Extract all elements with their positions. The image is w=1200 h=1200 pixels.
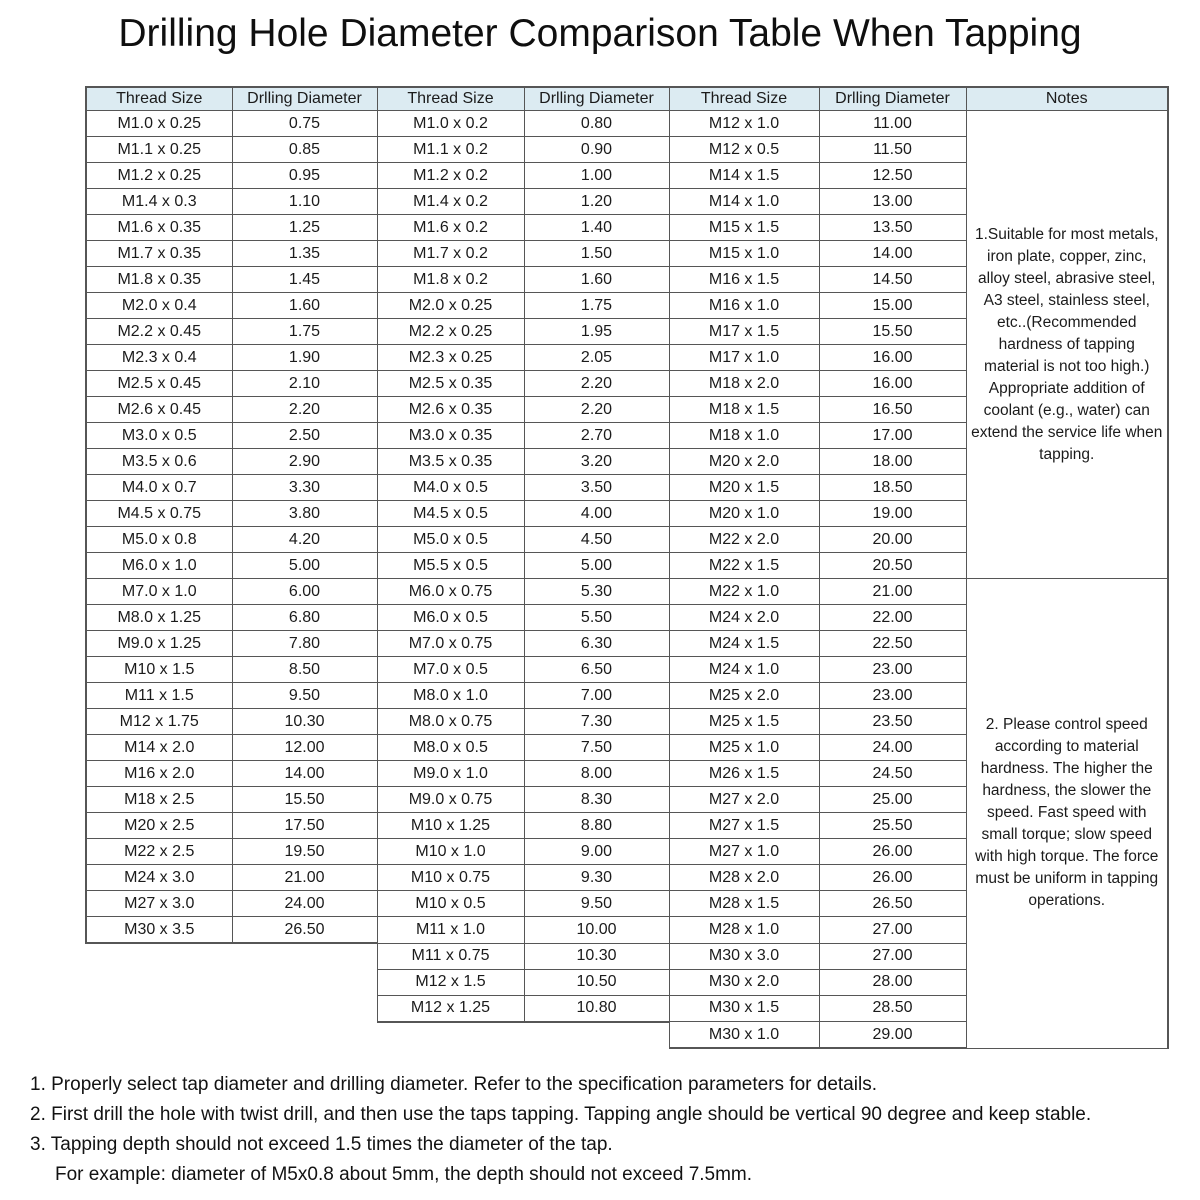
thread-size-cell: M2.3 x 0.25 <box>377 345 524 371</box>
drilling-diameter-cell: 18.00 <box>819 449 966 475</box>
thread-size-cell: M7.0 x 1.0 <box>86 579 232 605</box>
drilling-diameter-cell: 14.00 <box>232 761 377 787</box>
drilling-diameter-cell: 19.50 <box>232 839 377 865</box>
drilling-diameter-cell: 1.35 <box>232 241 377 267</box>
table-row <box>86 579 1168 605</box>
footnote-line: For example: diameter of M5x0.8 about 5mm, the depth should not exceed 7.5mm. <box>55 1164 753 1185</box>
footnote-line: 2. First drill the hole with twist drill, and then use the taps tapping. Tapping angle should be vertical 90 degree and keep stable. <box>30 1104 1092 1125</box>
thread-size-cell: M16 x 1.5 <box>669 267 819 293</box>
thread-size-cell: M7.0 x 0.75 <box>377 631 524 657</box>
thread-size-cell: M4.5 x 0.75 <box>86 501 232 527</box>
drilling-diameter-cell: 17.50 <box>232 813 377 839</box>
thread-size-cell: M30 x 1.5 <box>669 995 819 1022</box>
drilling-diameter-cell: 24.50 <box>819 761 966 787</box>
drilling-diameter-cell: 15.50 <box>819 319 966 345</box>
thread-size-cell: M28 x 2.0 <box>669 865 819 891</box>
drilling-diameter-cell: 10.30 <box>232 709 377 735</box>
thread-size-cell: M1.8 x 0.35 <box>86 267 232 293</box>
thread-size-cell: M8.0 x 1.25 <box>86 605 232 631</box>
thread-size-cell: M10 x 1.25 <box>377 813 524 839</box>
thread-size-cell: M11 x 1.0 <box>377 917 524 944</box>
drilling-diameter-cell: 5.30 <box>524 579 669 605</box>
drilling-diameter-cell: 24.00 <box>819 735 966 761</box>
drilling-diameter-cell: 13.50 <box>819 215 966 241</box>
thread-size-cell: M1.6 x 0.35 <box>86 215 232 241</box>
thread-size-cell: M1.2 x 0.2 <box>377 163 524 189</box>
thread-size-cell: M27 x 2.0 <box>669 787 819 813</box>
drilling-diameter-cell: 26.50 <box>819 891 966 917</box>
drilling-diameter-cell: 10.80 <box>524 995 669 1022</box>
thread-size-cell: M10 x 0.5 <box>377 891 524 917</box>
drilling-diameter-cell: 1.10 <box>232 189 377 215</box>
thread-size-cell: M3.0 x 0.5 <box>86 423 232 449</box>
drilling-diameter-cell: 1.60 <box>232 293 377 319</box>
drilling-table <box>85 86 1169 1049</box>
thread-size-cell: M30 x 3.5 <box>86 917 232 944</box>
thread-size-cell: M18 x 1.0 <box>669 423 819 449</box>
thread-size-cell: M14 x 2.0 <box>86 735 232 761</box>
table-row <box>86 111 1168 137</box>
empty-filler-cell <box>86 969 232 995</box>
drilling-diameter-cell: 21.00 <box>819 579 966 605</box>
drilling-diameter-cell: 15.00 <box>819 293 966 319</box>
empty-filler-cell <box>524 1022 669 1049</box>
drilling-diameter-cell: 24.00 <box>232 891 377 917</box>
drilling-diameter-cell: 12.50 <box>819 163 966 189</box>
drilling-diameter-cell: 26.00 <box>819 865 966 891</box>
thread-size-cell: M10 x 1.0 <box>377 839 524 865</box>
thread-size-cell: M11 x 1.5 <box>86 683 232 709</box>
thread-size-cell: M1.2 x 0.25 <box>86 163 232 189</box>
drilling-diameter-cell: 8.50 <box>232 657 377 683</box>
thread-size-cell: M5.5 x 0.5 <box>377 553 524 579</box>
drilling-diameter-cell: 7.30 <box>524 709 669 735</box>
drilling-diameter-cell: 1.40 <box>524 215 669 241</box>
drilling-diameter-cell: 23.50 <box>819 709 966 735</box>
drilling-diameter-cell: 21.00 <box>232 865 377 891</box>
drilling-diameter-cell: 3.80 <box>232 501 377 527</box>
thread-size-cell: M4.0 x 0.7 <box>86 475 232 501</box>
thread-size-cell: M22 x 2.5 <box>86 839 232 865</box>
drilling-diameter-cell: 9.00 <box>524 839 669 865</box>
drilling-diameter-cell: 28.50 <box>819 995 966 1022</box>
thread-size-cell: M5.0 x 0.5 <box>377 527 524 553</box>
drilling-diameter-cell: 8.80 <box>524 813 669 839</box>
drilling-diameter-cell: 3.20 <box>524 449 669 475</box>
drilling-diameter-cell: 8.30 <box>524 787 669 813</box>
thread-size-cell: M12 x 1.5 <box>377 969 524 995</box>
drilling-diameter-cell: 5.00 <box>524 553 669 579</box>
thread-size-cell: M6.0 x 0.5 <box>377 605 524 631</box>
drilling-diameter-cell: 2.70 <box>524 423 669 449</box>
drilling-diameter-cell: 20.50 <box>819 553 966 579</box>
drilling-diameter-cell: 19.00 <box>819 501 966 527</box>
drilling-diameter-cell: 7.00 <box>524 683 669 709</box>
drilling-diameter-cell: 0.85 <box>232 137 377 163</box>
thread-size-cell: M2.5 x 0.35 <box>377 371 524 397</box>
notes-cell: 2. Please control speed according to material hardness. The higher the hardness, the slower the speed. Fast speed with small torque; slow speed with high torque. The force must be uniform in tapping operations. <box>966 579 1168 1049</box>
thread-size-cell: M3.0 x 0.35 <box>377 423 524 449</box>
thread-size-cell: M12 x 0.5 <box>669 137 819 163</box>
empty-filler-cell <box>232 969 377 995</box>
thread-size-cell: M25 x 1.0 <box>669 735 819 761</box>
drilling-diameter-cell: 0.75 <box>232 111 377 137</box>
drilling-diameter-cell: 7.50 <box>524 735 669 761</box>
drilling-diameter-cell: 1.25 <box>232 215 377 241</box>
thread-size-cell: M1.0 x 0.25 <box>86 111 232 137</box>
thread-size-cell: M27 x 1.5 <box>669 813 819 839</box>
column-header: Drlling Diameter <box>819 87 966 111</box>
drilling-diameter-cell: 2.05 <box>524 345 669 371</box>
thread-size-cell: M27 x 1.0 <box>669 839 819 865</box>
drilling-diameter-cell: 1.50 <box>524 241 669 267</box>
thread-size-cell: M24 x 3.0 <box>86 865 232 891</box>
thread-size-cell: M15 x 1.5 <box>669 215 819 241</box>
drilling-diameter-cell: 17.00 <box>819 423 966 449</box>
drilling-diameter-cell: 20.00 <box>819 527 966 553</box>
thread-size-cell: M8.0 x 0.5 <box>377 735 524 761</box>
footnotes-block <box>30 1070 1091 1190</box>
thread-size-cell: M26 x 1.5 <box>669 761 819 787</box>
drilling-diameter-cell: 3.30 <box>232 475 377 501</box>
drilling-diameter-cell: 15.50 <box>232 787 377 813</box>
drilling-diameter-cell: 5.50 <box>524 605 669 631</box>
drilling-diameter-cell: 26.50 <box>232 917 377 944</box>
drilling-diameter-cell: 12.00 <box>232 735 377 761</box>
thread-size-cell: M17 x 1.5 <box>669 319 819 345</box>
drilling-diameter-cell: 10.50 <box>524 969 669 995</box>
page-title: Drilling Hole Diameter Comparison Table When Tapping <box>118 12 1082 55</box>
thread-size-cell: M24 x 1.5 <box>669 631 819 657</box>
thread-size-cell: M1.1 x 0.2 <box>377 137 524 163</box>
drilling-diameter-cell: 6.30 <box>524 631 669 657</box>
thread-size-cell: M25 x 2.0 <box>669 683 819 709</box>
thread-size-cell: M18 x 1.5 <box>669 397 819 423</box>
drilling-diameter-cell: 1.20 <box>524 189 669 215</box>
thread-size-cell: M2.6 x 0.45 <box>86 397 232 423</box>
drilling-diameter-cell: 22.50 <box>819 631 966 657</box>
thread-size-cell: M1.8 x 0.2 <box>377 267 524 293</box>
thread-size-cell: M24 x 1.0 <box>669 657 819 683</box>
column-header: Drlling Diameter <box>524 87 669 111</box>
drilling-diameter-cell: 23.00 <box>819 683 966 709</box>
empty-filler-cell <box>232 1022 377 1049</box>
thread-size-cell: M2.3 x 0.4 <box>86 345 232 371</box>
table-header-row <box>86 87 1168 111</box>
drilling-diameter-cell: 1.45 <box>232 267 377 293</box>
thread-size-cell: M9.0 x 1.25 <box>86 631 232 657</box>
drilling-diameter-cell: 11.50 <box>819 137 966 163</box>
column-header: Thread Size <box>669 87 819 111</box>
drilling-diameter-cell: 22.00 <box>819 605 966 631</box>
drilling-diameter-cell: 1.95 <box>524 319 669 345</box>
thread-size-cell: M8.0 x 0.75 <box>377 709 524 735</box>
notes-cell: 1.Suitable for most metals, iron plate, copper, zinc, alloy steel, abrasive steel, A3 steel, stainless steel, etc..(Recommended hardness of tapping material is not too high.) Appropriate addition of coolant (e.g., water) can extend the service life when tapping. <box>966 111 1168 579</box>
thread-size-cell: M28 x 1.5 <box>669 891 819 917</box>
drilling-diameter-cell: 3.50 <box>524 475 669 501</box>
thread-size-cell: M24 x 2.0 <box>669 605 819 631</box>
thread-size-cell: M11 x 0.75 <box>377 943 524 969</box>
drilling-diameter-cell: 9.50 <box>524 891 669 917</box>
drilling-diameter-cell: 10.00 <box>524 917 669 944</box>
thread-size-cell: M1.6 x 0.2 <box>377 215 524 241</box>
thread-size-cell: M14 x 1.0 <box>669 189 819 215</box>
column-header: Thread Size <box>377 87 524 111</box>
drilling-diameter-cell: 5.00 <box>232 553 377 579</box>
drilling-diameter-cell: 26.00 <box>819 839 966 865</box>
thread-size-cell: M18 x 2.0 <box>669 371 819 397</box>
drilling-diameter-cell: 18.50 <box>819 475 966 501</box>
thread-size-cell: M12 x 1.0 <box>669 111 819 137</box>
thread-size-cell: M10 x 0.75 <box>377 865 524 891</box>
thread-size-cell: M22 x 2.0 <box>669 527 819 553</box>
thread-size-cell: M18 x 2.5 <box>86 787 232 813</box>
thread-size-cell: M4.0 x 0.5 <box>377 475 524 501</box>
thread-size-cell: M3.5 x 0.35 <box>377 449 524 475</box>
drilling-diameter-cell: 16.00 <box>819 371 966 397</box>
thread-size-cell: M3.5 x 0.6 <box>86 449 232 475</box>
drilling-diameter-cell: 2.50 <box>232 423 377 449</box>
column-header: Drlling Diameter <box>232 87 377 111</box>
empty-filler-cell <box>86 1022 232 1049</box>
thread-size-cell: M20 x 1.0 <box>669 501 819 527</box>
thread-size-cell: M5.0 x 0.8 <box>86 527 232 553</box>
drilling-diameter-cell: 27.00 <box>819 917 966 944</box>
thread-size-cell: M25 x 1.5 <box>669 709 819 735</box>
thread-size-cell: M20 x 1.5 <box>669 475 819 501</box>
drilling-diameter-cell: 4.20 <box>232 527 377 553</box>
thread-size-cell: M2.2 x 0.45 <box>86 319 232 345</box>
thread-size-cell: M20 x 2.0 <box>669 449 819 475</box>
thread-size-cell: M22 x 1.5 <box>669 553 819 579</box>
drilling-diameter-cell: 1.90 <box>232 345 377 371</box>
drilling-diameter-cell: 0.90 <box>524 137 669 163</box>
thread-size-cell: M6.0 x 1.0 <box>86 553 232 579</box>
thread-size-cell: M30 x 1.0 <box>669 1022 819 1049</box>
drilling-diameter-cell: 1.75 <box>232 319 377 345</box>
thread-size-cell: M12 x 1.25 <box>377 995 524 1022</box>
thread-size-cell: M4.5 x 0.5 <box>377 501 524 527</box>
thread-size-cell: M1.4 x 0.2 <box>377 189 524 215</box>
drilling-diameter-cell: 2.20 <box>524 397 669 423</box>
thread-size-cell: M28 x 1.0 <box>669 917 819 944</box>
drilling-diameter-cell: 23.00 <box>819 657 966 683</box>
thread-size-cell: M2.5 x 0.45 <box>86 371 232 397</box>
column-header: Thread Size <box>86 87 232 111</box>
thread-size-cell: M9.0 x 1.0 <box>377 761 524 787</box>
thread-size-cell: M2.0 x 0.25 <box>377 293 524 319</box>
thread-size-cell: M1.4 x 0.3 <box>86 189 232 215</box>
thread-size-cell: M14 x 1.5 <box>669 163 819 189</box>
thread-size-cell: M15 x 1.0 <box>669 241 819 267</box>
thread-size-cell: M22 x 1.0 <box>669 579 819 605</box>
thread-size-cell: M1.0 x 0.2 <box>377 111 524 137</box>
thread-size-cell: M17 x 1.0 <box>669 345 819 371</box>
drilling-diameter-cell: 1.60 <box>524 267 669 293</box>
drilling-diameter-cell: 1.75 <box>524 293 669 319</box>
drilling-diameter-cell: 25.50 <box>819 813 966 839</box>
empty-filler-cell <box>377 1022 524 1049</box>
drilling-diameter-cell: 6.80 <box>232 605 377 631</box>
thread-size-cell: M30 x 2.0 <box>669 969 819 995</box>
thread-size-cell: M27 x 3.0 <box>86 891 232 917</box>
table-body <box>86 111 1168 1049</box>
drilling-diameter-cell: 9.50 <box>232 683 377 709</box>
drilling-diameter-cell: 0.80 <box>524 111 669 137</box>
thread-size-cell: M16 x 2.0 <box>86 761 232 787</box>
thread-size-cell: M10 x 1.5 <box>86 657 232 683</box>
drilling-diameter-cell: 6.00 <box>232 579 377 605</box>
thread-size-cell: M7.0 x 0.5 <box>377 657 524 683</box>
thread-size-cell: M20 x 2.5 <box>86 813 232 839</box>
thread-size-cell: M12 x 1.75 <box>86 709 232 735</box>
drilling-diameter-cell: 25.00 <box>819 787 966 813</box>
drilling-diameter-cell: 11.00 <box>819 111 966 137</box>
thread-size-cell: M1.7 x 0.2 <box>377 241 524 267</box>
footnote-line: 3. Tapping depth should not exceed 1.5 times the diameter of the tap. <box>30 1134 613 1155</box>
empty-filler-cell <box>86 943 232 969</box>
drilling-diameter-cell: 16.00 <box>819 345 966 371</box>
drilling-diameter-cell: 16.50 <box>819 397 966 423</box>
empty-filler-cell <box>232 943 377 969</box>
column-header: Notes <box>966 87 1168 111</box>
thread-size-cell: M8.0 x 1.0 <box>377 683 524 709</box>
drilling-diameter-cell: 2.90 <box>232 449 377 475</box>
footnote-line: 1. Properly select tap diameter and drilling diameter. Refer to the specification parameters for details. <box>30 1074 877 1095</box>
drilling-diameter-cell: 1.00 <box>524 163 669 189</box>
drilling-diameter-cell: 0.95 <box>232 163 377 189</box>
drilling-diameter-cell: 9.30 <box>524 865 669 891</box>
drilling-diameter-cell: 4.50 <box>524 527 669 553</box>
thread-size-cell: M2.6 x 0.35 <box>377 397 524 423</box>
drilling-diameter-cell: 6.50 <box>524 657 669 683</box>
drilling-diameter-cell: 2.20 <box>524 371 669 397</box>
drilling-diameter-cell: 14.00 <box>819 241 966 267</box>
drilling-diameter-cell: 13.00 <box>819 189 966 215</box>
drilling-diameter-cell: 29.00 <box>819 1022 966 1049</box>
thread-size-cell: M2.2 x 0.25 <box>377 319 524 345</box>
thread-size-cell: M30 x 3.0 <box>669 943 819 969</box>
drilling-diameter-cell: 14.50 <box>819 267 966 293</box>
table-row <box>86 87 1168 111</box>
empty-filler-cell <box>232 995 377 1022</box>
thread-size-cell: M6.0 x 0.75 <box>377 579 524 605</box>
empty-filler-cell <box>86 995 232 1022</box>
drilling-diameter-cell: 4.00 <box>524 501 669 527</box>
drilling-diameter-cell: 28.00 <box>819 969 966 995</box>
drilling-diameter-cell: 7.80 <box>232 631 377 657</box>
drilling-diameter-cell: 2.10 <box>232 371 377 397</box>
thread-size-cell: M9.0 x 0.75 <box>377 787 524 813</box>
thread-size-cell: M1.1 x 0.25 <box>86 137 232 163</box>
drilling-diameter-cell: 2.20 <box>232 397 377 423</box>
thread-size-cell: M2.0 x 0.4 <box>86 293 232 319</box>
thread-size-cell: M1.7 x 0.35 <box>86 241 232 267</box>
drilling-diameter-cell: 10.30 <box>524 943 669 969</box>
drilling-diameter-cell: 27.00 <box>819 943 966 969</box>
drilling-diameter-cell: 8.00 <box>524 761 669 787</box>
thread-size-cell: M16 x 1.0 <box>669 293 819 319</box>
